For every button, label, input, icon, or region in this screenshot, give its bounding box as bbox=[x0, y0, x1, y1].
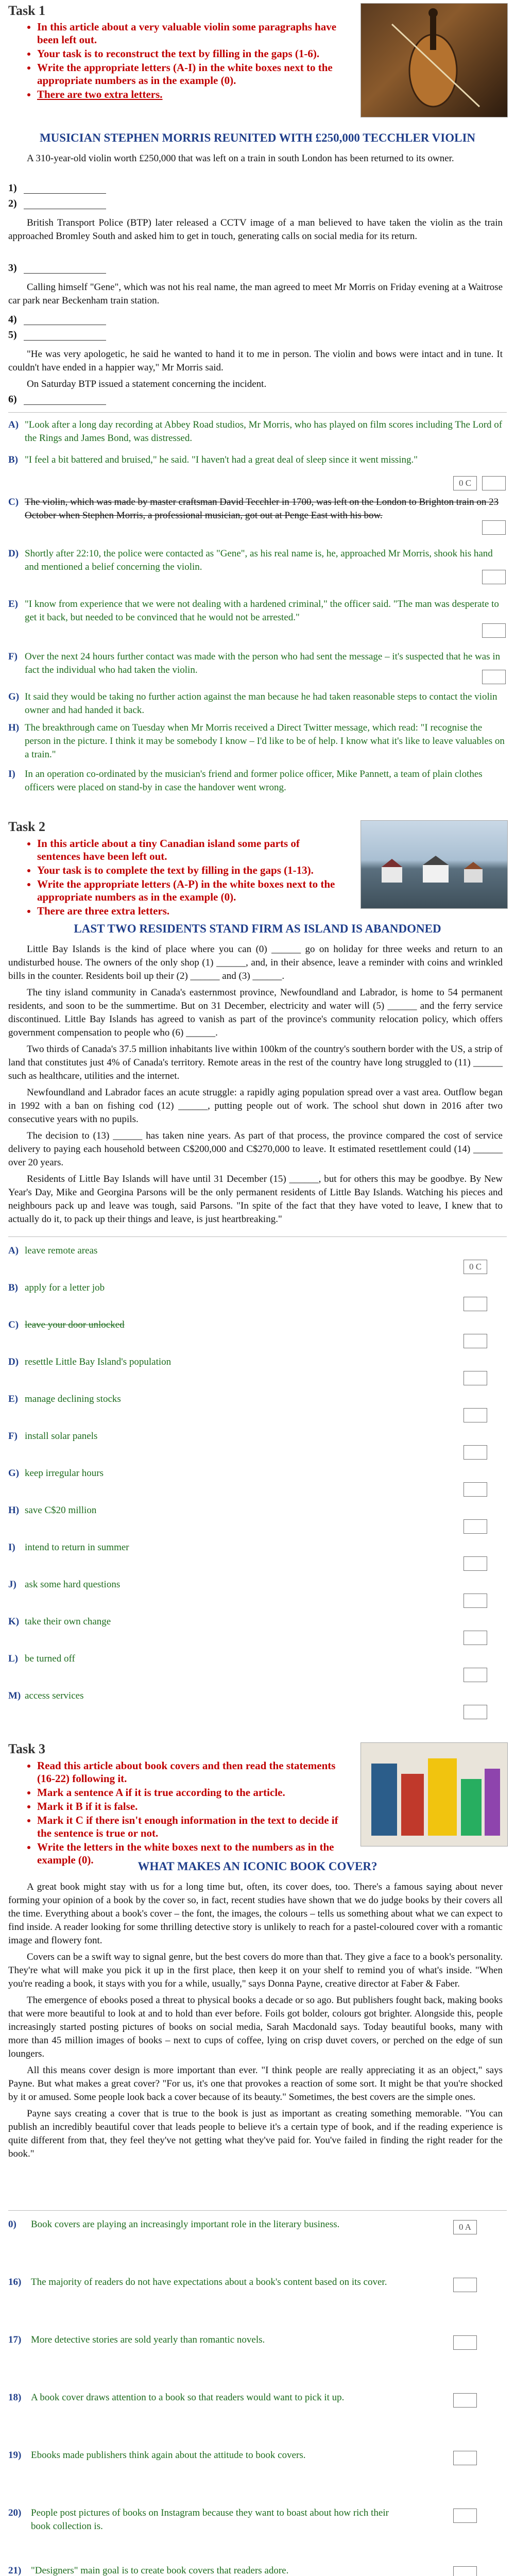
option-text: In an operation co-ordinated by the musician's friend and former police officer, Mike Pannett, a team of plain clothes officers were placed on stand-by in case the handover went wrong. bbox=[25, 769, 483, 793]
task3-article bbox=[8, 1880, 503, 2164]
instruction-item: • Write the appropriate letters (A-I) in the white boxes next to the appropriate numbers as in the example (0). bbox=[37, 61, 344, 87]
option-text: Over the next 24 hours further contact was made with the person who had sent the message – it's suspected that he was in fact the individual who had taken the violin. bbox=[25, 651, 501, 675]
option-text: install solar panels bbox=[25, 1431, 98, 1442]
option-text: keep irregular hours bbox=[25, 1468, 104, 1479]
option-text: manage declining stocks bbox=[25, 1394, 121, 1404]
statement-text: Ebooks made publishers think again about the attitude to book covers. bbox=[31, 2450, 306, 2461]
option-label: C) bbox=[8, 497, 19, 507]
option-row bbox=[8, 768, 505, 794]
gap-number: 2) bbox=[8, 198, 17, 209]
answer-box[interactable] bbox=[464, 1371, 487, 1385]
option-label: F) bbox=[8, 651, 18, 662]
task1-intro bbox=[8, 152, 503, 168]
house-icon bbox=[361, 821, 507, 908]
statement-text: More detective stories are sold yearly than romantic novels. bbox=[31, 2334, 265, 2345]
answer-box[interactable] bbox=[464, 1668, 487, 1682]
option-label: J) bbox=[8, 1579, 16, 1590]
option-row bbox=[8, 1430, 505, 1443]
answer-box[interactable] bbox=[464, 1519, 487, 1534]
option-label: L) bbox=[8, 1653, 18, 1664]
option-label: E) bbox=[8, 1394, 18, 1404]
task3-article-title: WHAT MAKES AN ICONIC BOOK COVER? bbox=[138, 1860, 377, 1873]
option-text: Shortly after 22:10, the police were contacted as "Gene", as his real name is, he, approached Mr Morris, shook his hand and mentioned a belief concerning the violin. bbox=[25, 548, 493, 572]
option-label: A) bbox=[8, 419, 19, 430]
option-label: H) bbox=[8, 722, 20, 733]
paragraph: "He was very apologetic, he said he wanted to hand it to me in person. The violin and bows were intact and in tune. It couldn't have ended in a happier way," Mr Morris said. bbox=[8, 349, 503, 373]
option-text: intend to return in summer bbox=[25, 1542, 129, 1553]
statement-number: 16) bbox=[8, 2277, 22, 2287]
gap-number: 3) bbox=[8, 262, 17, 274]
gap-number: 5) bbox=[8, 329, 17, 341]
option-text: take their own change bbox=[25, 1616, 111, 1627]
task1-intro3 bbox=[8, 281, 503, 311]
task1-intro2 bbox=[8, 216, 503, 246]
gap-line bbox=[24, 394, 106, 405]
violin-photo bbox=[360, 3, 508, 117]
option-label: D) bbox=[8, 548, 19, 559]
task3-title: Task 3 bbox=[8, 1741, 46, 1756]
statement-row bbox=[8, 2449, 400, 2462]
instruction-item: • In this article about a very valuable violin some paragraphs have been left out. bbox=[37, 21, 344, 46]
paragraph: Little Bay Islands is the kind of place where you can (0) ______ go on holiday for three weeks and return to an undisturbed house. The owners of the only shop (1) ______, and, in their absence, leave a reminder with coins and wrinkled bills in the counter. Residents boil up their (2) ______ and (3) ______. bbox=[8, 944, 503, 981]
statement-text: Book covers are playing an increasingly important role in the literary business. bbox=[31, 2219, 340, 2230]
answer-box[interactable] bbox=[482, 670, 506, 684]
answer-box[interactable] bbox=[453, 2278, 477, 2292]
option-text: leave your door unlocked bbox=[25, 1319, 125, 1330]
task2-instructions bbox=[25, 837, 344, 919]
answer-box[interactable] bbox=[453, 2566, 477, 2576]
instruction-item: • Read this article about book covers and then read the statements (16-22) following it. bbox=[37, 1759, 344, 1785]
option-label: G) bbox=[8, 691, 20, 702]
statement-number: 20) bbox=[8, 2507, 22, 2518]
answer-box[interactable] bbox=[453, 2451, 477, 2465]
option-row bbox=[8, 1281, 505, 1295]
option-label: F) bbox=[8, 1431, 18, 1442]
statement-number: 0) bbox=[8, 2219, 16, 2230]
statement-row bbox=[8, 2333, 400, 2347]
paragraph: Residents of Little Bay Islands will have until 31 December (15) ______, but for others this may be goodbye. By New Year's Day, Mike and Georgina Parsons will be the only permanent residents of Little Bay Islands. Watching his pieces and neighbours pack up and leave was tough, said Parsons. "In spite of the fact that they have voted to leave, I knew that to actually do it, to pack up their things and leave, is just heartbreaking." bbox=[8, 1174, 503, 1225]
option-text: It said they would be taking no further action against the man because he had taken reasonable steps to contact the violin owner and had handed it back. bbox=[25, 691, 497, 716]
books-icon bbox=[361, 1743, 507, 1846]
instruction-item: • Mark it B if it is false. bbox=[37, 1800, 344, 1813]
task1-instructions bbox=[25, 21, 344, 102]
gap-list bbox=[8, 392, 106, 407]
instruction-item: • Your task is to complete the text by filling in the gaps (1-13). bbox=[37, 864, 344, 877]
option-row bbox=[8, 721, 505, 761]
option-row bbox=[8, 1355, 505, 1369]
option-text: "I feel a bit battered and bruised," he said. "I haven't had a great deal of sleep since it went missing." bbox=[25, 454, 418, 465]
option-row bbox=[8, 1318, 505, 1332]
answer-box[interactable]: 0 C bbox=[464, 1260, 487, 1274]
instruction-item: • There are three extra letters. bbox=[37, 905, 344, 918]
option-row bbox=[8, 1615, 505, 1629]
answer-box[interactable] bbox=[464, 1482, 487, 1497]
option-text: save C$20 million bbox=[25, 1505, 97, 1516]
answer-box[interactable] bbox=[464, 1705, 487, 1719]
instruction-item: • Your task is to reconstruct the text by filling in the gaps (1-6). bbox=[37, 47, 344, 60]
option-row bbox=[8, 1578, 505, 1591]
instruction-item: • Mark it C if there isn't enough information in the text to decide if the sentence is true or not. bbox=[37, 1814, 344, 1840]
option-label: I) bbox=[8, 769, 15, 779]
statement-number: 17) bbox=[8, 2334, 22, 2345]
task2-article bbox=[8, 943, 503, 1229]
option-row bbox=[8, 1652, 505, 1666]
paragraph: On Saturday BTP issued a statement concerning the incident. bbox=[27, 379, 267, 389]
answer-box[interactable] bbox=[453, 2335, 477, 2350]
option-label: M) bbox=[8, 1690, 21, 1701]
option-row bbox=[8, 690, 505, 717]
gap-list bbox=[8, 312, 106, 343]
gap-line bbox=[24, 198, 106, 209]
gap-list bbox=[8, 260, 106, 276]
option-text: The breakthrough came on Tuesday when Mr Morris received a Direct Twitter message, which read: "I recognise the person in the picture. I think it may be somebody I know – I'd like to be of help. I know what it's like to leave valuables on a train." bbox=[25, 722, 505, 760]
gap-number: 6) bbox=[8, 394, 17, 405]
option-text: apply for a letter job bbox=[25, 1282, 105, 1293]
instruction-item: • Mark a sentence A if it is true according to the article. bbox=[37, 1786, 344, 1799]
island-photo bbox=[360, 820, 508, 909]
option-label: C) bbox=[8, 1319, 19, 1330]
divider bbox=[8, 412, 507, 413]
answer-box[interactable] bbox=[482, 476, 506, 490]
option-text: leave remote areas bbox=[25, 1245, 98, 1256]
paragraph: Two thirds of Canada's 37.5 million inhabitants live within 100km of the country's southern border with the US, a strip of land that constitutes just 4% of Canada's territory. Remote areas in the rest of the country have long struggled to (11) ______ such as healthcare, utilities and the internet. bbox=[8, 1044, 503, 1081]
statement-row bbox=[8, 2391, 400, 2404]
task2-title: Task 2 bbox=[8, 819, 46, 834]
option-text: access services bbox=[25, 1690, 84, 1701]
answer-box[interactable] bbox=[464, 1556, 487, 1571]
statement-number: 21) bbox=[8, 2565, 22, 2576]
option-row bbox=[8, 496, 505, 522]
paragraph: British Transport Police (BTP) later released a CCTV image of a man believed to have taken the violin as the train approached Bromley South and asked him to get in touch, generating calls on social media for its return. bbox=[8, 217, 503, 242]
paragraph: A great book might stay with us for a long time but, often, its cover does, too. There's a famous saying about never forming your opinion of a book by the cover so, in fact, recent studies have shown that we do judge books by their covers all the time. Everything about a book's cover – the font, the images, the colours – tells us something about what we can expect to find inside. A reader looking for some thrilling detective story is unlikely to reach for a pastel-coloured cover with a romantic image and flowery font. bbox=[8, 1882, 503, 1946]
instruction-item: • In this article about a tiny Canadian island some parts of sentences have been left out. bbox=[37, 837, 344, 863]
divider bbox=[8, 1236, 507, 1237]
answer-box[interactable] bbox=[464, 1594, 487, 1608]
option-label: K) bbox=[8, 1616, 20, 1627]
gap-number: 1) bbox=[8, 182, 17, 194]
option-row bbox=[8, 1393, 505, 1406]
option-text: resettle Little Bay Island's population bbox=[25, 1357, 171, 1367]
answer-box[interactable] bbox=[464, 1408, 487, 1422]
answer-box[interactable] bbox=[464, 1631, 487, 1645]
option-label: E) bbox=[8, 599, 18, 609]
gap-number: 4) bbox=[8, 314, 17, 325]
answer-box[interactable] bbox=[453, 2509, 477, 2523]
paragraph: Covers can be a swift way to signal genre, but the best covers do more than that. They give a face to a book's personality. They're what will make you pick it up in the first place, then keep it on your shelf to remind you of what's inside. "When you're reading a book, it stays with you for a while, usually," says Donna Payne, creative director at Faber & Faber. bbox=[8, 1952, 503, 1989]
instruction-item: • Write the letters in the white boxes next to the numbers as in the example (0). bbox=[37, 1841, 344, 1867]
paragraph: All this means cover design is more important than ever. "I think people are really appreciating it as an object," says Payne. But what makes a great cover? "For us, it's one that provokes a reaction of some sort. It might be that you're shocked by it or amused. Some people look back a cover because of its beauty." Sometimes, the best covers are the simple ones. bbox=[8, 2065, 503, 2103]
answer-box[interactable]: 0 A bbox=[453, 2220, 477, 2234]
task1-article-title: MUSICIAN STEPHEN MORRIS REUNITED WITH £250,000 TECCHLER VIOLIN bbox=[39, 131, 476, 144]
answer-box[interactable] bbox=[453, 2393, 477, 2408]
instruction-item: • Write the appropriate letters (A-P) in the white boxes next to the appropriate numbers as in the example (0). bbox=[37, 878, 344, 904]
option-row bbox=[8, 547, 505, 574]
instruction-item: • There are two extra letters. bbox=[37, 88, 344, 101]
answer-box[interactable] bbox=[482, 623, 506, 638]
gap-line bbox=[24, 330, 106, 341]
gap-line bbox=[24, 263, 106, 274]
answer-box[interactable] bbox=[464, 1297, 487, 1311]
option-row bbox=[8, 453, 505, 467]
option-text: The violin, which was made by master craftsman David Tecchler in 1700, was left on the London to Brighton train on 23 October when Stephen Morris, a professional musician, got out at Penge East with his bow. bbox=[25, 497, 499, 521]
statement-text: People post pictures of books on Instagram because they want to boast about how rich their book collection is. bbox=[31, 2507, 389, 2532]
answer-box[interactable] bbox=[464, 1445, 487, 1460]
paragraph: The tiny island community in Canada's easternmost province, Newfoundland and Labrador, is home to 54 permanent residents, and soon to be the summertime. But on 31 December, electricity and water will (5) ______ and the ferry service discontinued. Little Bay Islands has agreed to vanish as part of the province's community relocation policy, which offers government compensation to people who (6) ______. bbox=[8, 987, 503, 1038]
paragraph: The emergence of ebooks posed a threat to physical books a decade or so ago. But publishers fought back, making books that were more beautiful to look at and to hold than ever before. Foils got bolder, colours got brighter. Alongside this, people increasingly started posting pictures of books on social media, Sarah Macdonald says. Today beautiful books, many with more than 45 million images of books – next to cups of coffee, lying on crisp duvet covers, or perched on the edge of sun loungers. bbox=[8, 1995, 503, 2059]
option-row bbox=[8, 650, 505, 677]
option-label: I) bbox=[8, 1542, 15, 1553]
option-row bbox=[8, 1467, 505, 1480]
divider bbox=[8, 2210, 507, 2211]
gap-list bbox=[8, 180, 106, 211]
answer-box[interactable] bbox=[482, 570, 506, 584]
option-label: H) bbox=[8, 1505, 20, 1516]
option-text: be turned off bbox=[25, 1653, 75, 1664]
statement-number: 18) bbox=[8, 2392, 22, 2403]
gap-line bbox=[24, 183, 106, 194]
statement-row bbox=[8, 2506, 400, 2533]
option-row bbox=[8, 1244, 505, 1258]
option-text: "Look after a long day recording at Abbey Road studios, Mr Morris, who has played on film scores including The Lord of the Rings and James Bond, was distressed. bbox=[25, 419, 503, 444]
gap-line bbox=[24, 314, 106, 325]
statement-number: 19) bbox=[8, 2450, 22, 2461]
statement-row bbox=[8, 2564, 400, 2576]
task1-quote bbox=[8, 348, 503, 394]
option-text: ask some hard questions bbox=[25, 1579, 121, 1590]
answer-box[interactable] bbox=[464, 1334, 487, 1348]
answer-box[interactable]: 0 C bbox=[453, 476, 477, 490]
statement-row bbox=[8, 2276, 400, 2289]
option-row bbox=[8, 1689, 505, 1703]
violin-icon bbox=[361, 4, 507, 117]
books-photo bbox=[360, 1742, 508, 1846]
task2-article-title: LAST TWO RESIDENTS STAND FIRM AS ISLAND IS ABANDONED bbox=[74, 922, 441, 935]
paragraph: Newfoundland and Labrador faces an acute struggle: a rapidly aging population spread over a vast area. Outflow began in 1992 with a ban on fishing cod (12) ______, putting people out of work. The school shut down in 2016 after two consecutive years with no pupils. bbox=[8, 1087, 503, 1125]
option-text: "I know from experience that we were not dealing with a hardened criminal," the officer said. "The man was desperate to get it back, but needed to be convinced that he would not be arrested." bbox=[25, 599, 499, 623]
option-row bbox=[8, 1504, 505, 1517]
statement-text: The majority of readers do not have expectations about a book's content based on its cover. bbox=[31, 2277, 387, 2287]
option-row bbox=[8, 418, 505, 445]
option-row bbox=[8, 1541, 505, 1554]
option-label: B) bbox=[8, 1282, 18, 1293]
task1-title: Task 1 bbox=[8, 3, 46, 18]
answer-box[interactable] bbox=[482, 520, 506, 535]
paragraph: Calling himself "Gene", which was not his real name, the man agreed to meet Mr Morris on Friday evening at a Waitrose car park near Beckenham train station. bbox=[8, 282, 503, 306]
task3-instructions bbox=[25, 1759, 344, 1868]
option-label: A) bbox=[8, 1245, 19, 1256]
statement-row bbox=[8, 2218, 400, 2231]
paragraph: Payne says creating a cover that is true to the book is just as important as creating something memorable. "You can publish an incredibly beautiful cover that leads people to believe it's a certain type of book, and if the reading experience is quite different from that, they feel they've not getting what they've paid for. You've failed in finding the right reader for the book." bbox=[8, 2108, 503, 2159]
option-label: B) bbox=[8, 454, 18, 465]
statement-text: A book cover draws attention to a book so that readers would want to pick it up. bbox=[31, 2392, 345, 2403]
paragraph: The decision to (13) ______ has taken nine years. As part of that process, the province compared the cost of service delivery to paying each household between C$200,000 and C$270,000 to leave. It estimated resettlement could (14) ______ over 20 years. bbox=[8, 1130, 503, 1168]
option-label: G) bbox=[8, 1468, 20, 1479]
option-row bbox=[8, 598, 505, 624]
statement-text: "Designers" main goal is to create book covers that readers adore. bbox=[31, 2565, 289, 2576]
paragraph: A 310-year-old violin worth £250,000 that was left on a train in south London has been returned to its owner. bbox=[27, 153, 454, 164]
option-label: D) bbox=[8, 1357, 19, 1367]
